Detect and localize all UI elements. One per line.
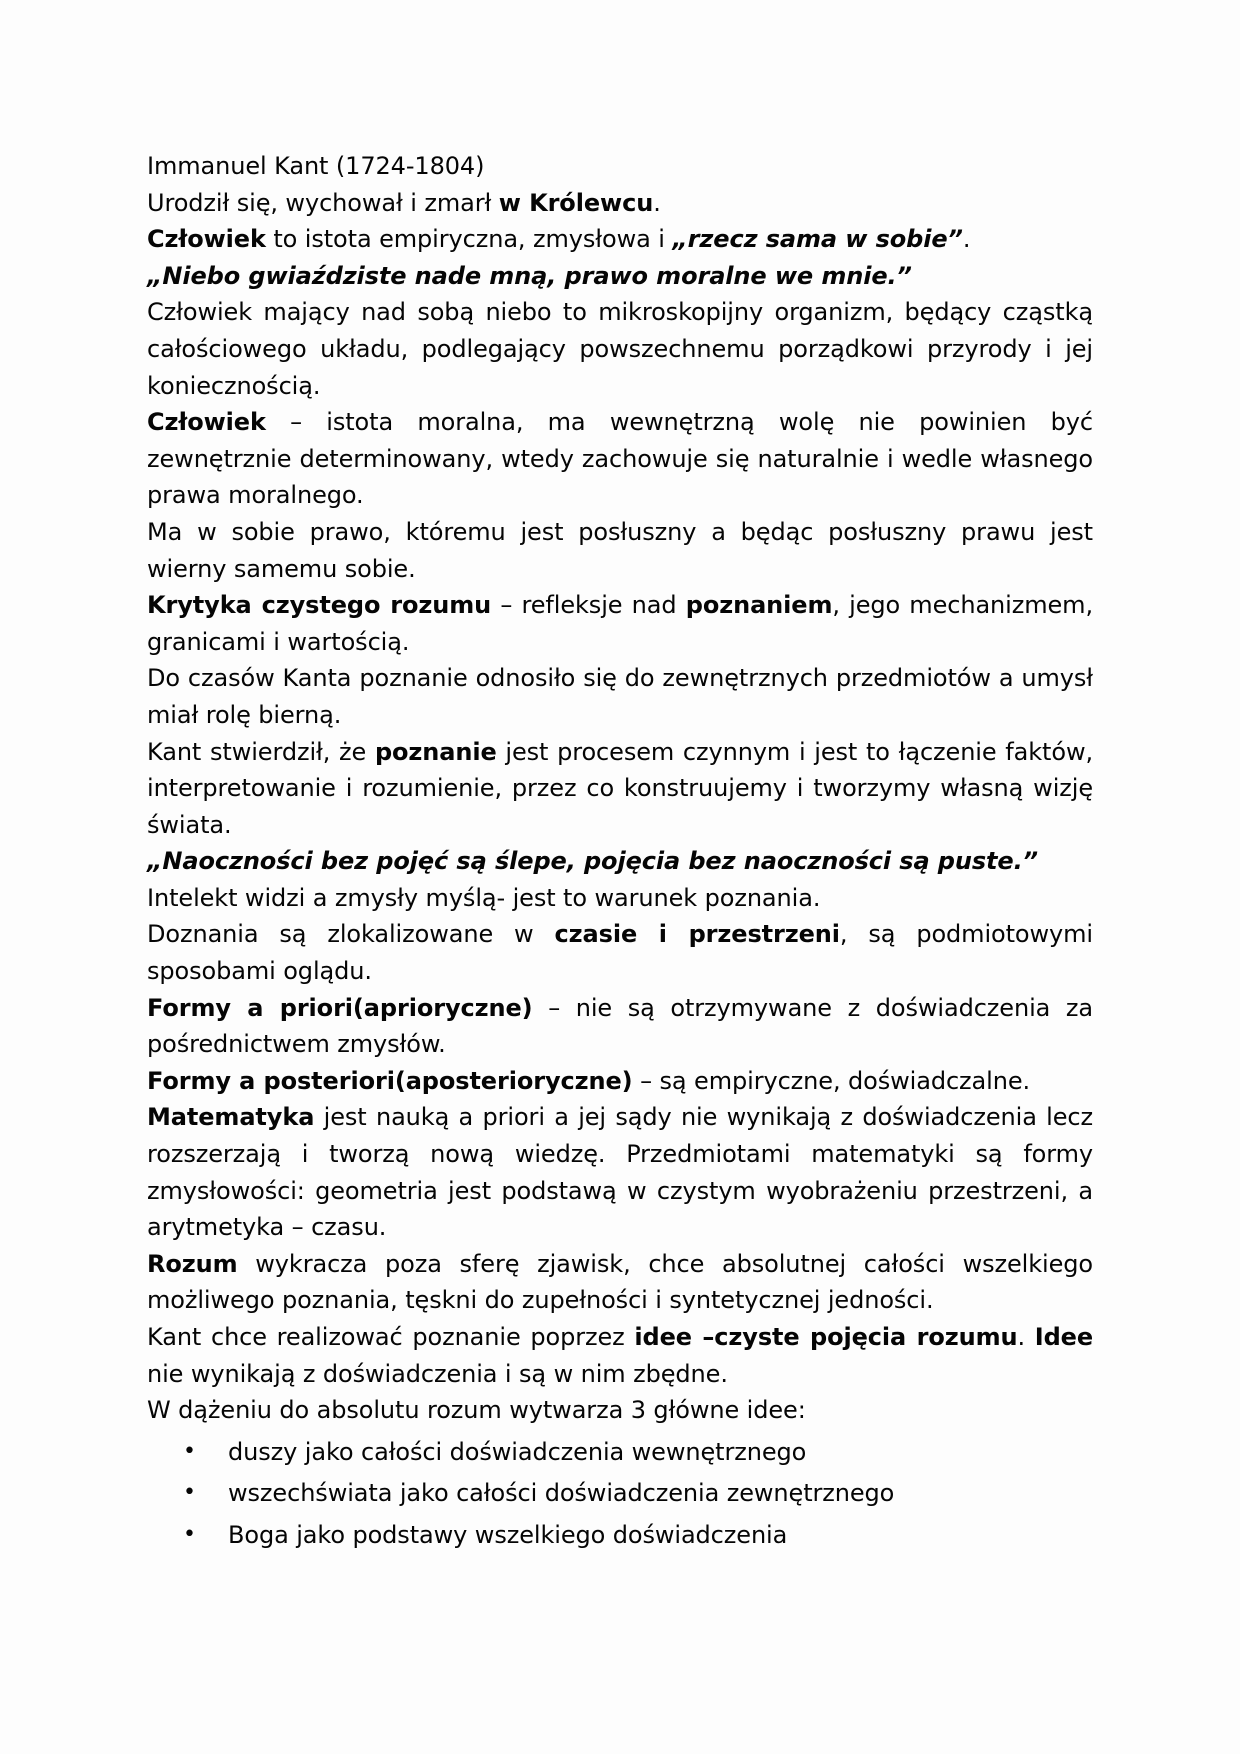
paragraph	[147, 1246, 1093, 1319]
text-run: duszy jako całości doświadczenia wewnętrznego	[228, 1437, 807, 1466]
text-run: Immanuel Kant (1724-1804)	[147, 152, 485, 180]
paragraph	[147, 660, 1093, 733]
text-run: to istota empiryczna, zmysłowa i	[265, 225, 673, 254]
text-run: „Niebo gwiaździste nade mną, prawo moralne we mnie.”	[147, 261, 912, 290]
paragraph	[147, 843, 1093, 880]
text-run: Rozum	[147, 1249, 238, 1278]
text-run: Człowiek	[147, 225, 266, 254]
list-item	[147, 1434, 1093, 1471]
text-run: Formy a priori(aprioryczne)	[147, 993, 533, 1022]
text-run: Człowiek	[147, 408, 266, 437]
text-run: Ma w sobie prawo, któremu jest posłuszny a będąc posłuszny prawu jest wierny samemu sobie.	[147, 517, 1093, 583]
bullet-icon: •	[183, 1480, 196, 1506]
text-run: , jego mechanizmem, granicami i wartością.	[147, 591, 1093, 656]
list-item-text	[228, 1475, 1093, 1512]
paragraph	[147, 221, 1093, 258]
list-item-text	[228, 1517, 1093, 1554]
paragraph	[147, 1392, 1093, 1429]
text-run: nie wynikają z doświadczenia i są w nim zbędne.	[147, 1359, 728, 1388]
paragraph	[147, 1063, 1093, 1100]
text-run: Intelekt widzi a zmysły myślą- jest to warunek poznania.	[147, 883, 821, 912]
paragraph	[147, 148, 1093, 185]
text-run: , są podmiotowymi sposobami oglądu.	[147, 920, 1093, 986]
text-run: Kant stwierdził, że	[147, 737, 375, 766]
text-run: jest procesem czynnym i jest to łączenie faktów, interpretowanie i rozumienie, przez co konstruujemy i tworzymy własną wizję świata.	[147, 737, 1093, 839]
paragraph	[147, 514, 1093, 587]
text-run: Matematyka	[147, 1103, 315, 1132]
paragraph	[147, 404, 1093, 514]
text-run: „Naoczności bez pojęć są ślepe, pojęcia bez naoczności są puste.”	[147, 847, 1038, 876]
text-run: .	[653, 188, 661, 217]
list-item	[147, 1517, 1093, 1554]
text-run: Idee	[1034, 1323, 1093, 1351]
paragraph	[147, 734, 1093, 844]
paragraph	[147, 587, 1093, 660]
paragraph	[147, 1319, 1093, 1392]
text-run: .	[1017, 1323, 1035, 1351]
text-run: idee –czyste pojęcia rozumu	[634, 1323, 1018, 1351]
text-run: – refleksje nad	[491, 591, 686, 620]
text-run: czasie i przestrzeni	[554, 920, 840, 949]
text-run: W dążeniu do absolutu rozum wytwarza 3 główne idee:	[147, 1396, 806, 1425]
text-run: jest nauką a priori a jej sądy nie wynikają z doświadczenia lecz rozszerzają i tworzą nową wiedzę. Przedmiotami matematyki są formy zmysłowości: geometria jest podstawą w czystym wyobrażeniu przestrzeni, a arytmetyka – czasu.	[147, 1103, 1093, 1242]
text-run: „rzecz sama w sobie”	[672, 225, 963, 254]
text-run: w Królewcu	[498, 188, 654, 217]
bullet-icon: •	[183, 1521, 196, 1547]
bullet-list	[147, 1434, 1093, 1554]
paragraph	[147, 258, 1093, 295]
paragraph	[147, 916, 1093, 989]
paragraph	[147, 185, 1093, 222]
text-run: – nie są otrzymywane z doświadczenia za pośrednictwem zmysłów.	[147, 993, 1093, 1059]
text-run: Człowiek mający nad sobą niebo to mikroskopijny organizm, będący cząstką całościowego układu, podlegający powszechnemu porządkowi przyrody i jej koniecznością.	[147, 298, 1093, 400]
list-item	[147, 1475, 1093, 1512]
bullet-icon: •	[183, 1438, 196, 1464]
paragraph	[147, 294, 1093, 404]
text-run: Krytyka czystego rozumu	[147, 591, 492, 620]
document-body	[147, 148, 1093, 1554]
text-run: Formy a posteriori(aposterioryczne)	[147, 1066, 633, 1095]
paragraph	[147, 880, 1093, 917]
text-run: Kant chce realizować poznanie poprzez	[147, 1323, 635, 1351]
text-run: Doznania są zlokalizowane w	[147, 920, 555, 949]
text-run: poznaniem	[685, 591, 833, 620]
text-run: poznanie	[374, 737, 497, 766]
text-run: wykracza poza sferę zjawisk, chce absolutnej całości wszelkiego możliwego poznania, tęskni do zupełności i syntetycznej jedności.	[147, 1249, 1093, 1315]
text-run: Boga jako podstawy wszelkiego doświadczenia	[228, 1520, 788, 1549]
text-run: – istota moralna, ma wewnętrzną wolę nie powinien być zewnętrznie determinowany, wtedy zachowuje się naturalnie i wedle własnego prawa moralnego.	[147, 408, 1093, 510]
paragraph	[147, 1099, 1093, 1245]
text-run: wszechświata jako całości doświadczenia zewnętrznego	[228, 1479, 895, 1508]
text-run: Urodził się, wychował i zmarł	[147, 188, 499, 217]
text-run: Do czasów Kanta poznanie odnosiło się do zewnętrznych przedmiotów a umysł miał rolę bierną.	[147, 664, 1093, 729]
text-run: – są empiryczne, doświadczalne.	[632, 1066, 1031, 1095]
text-run: .	[962, 225, 971, 254]
list-item-text	[228, 1434, 1093, 1471]
paragraph	[147, 990, 1093, 1063]
